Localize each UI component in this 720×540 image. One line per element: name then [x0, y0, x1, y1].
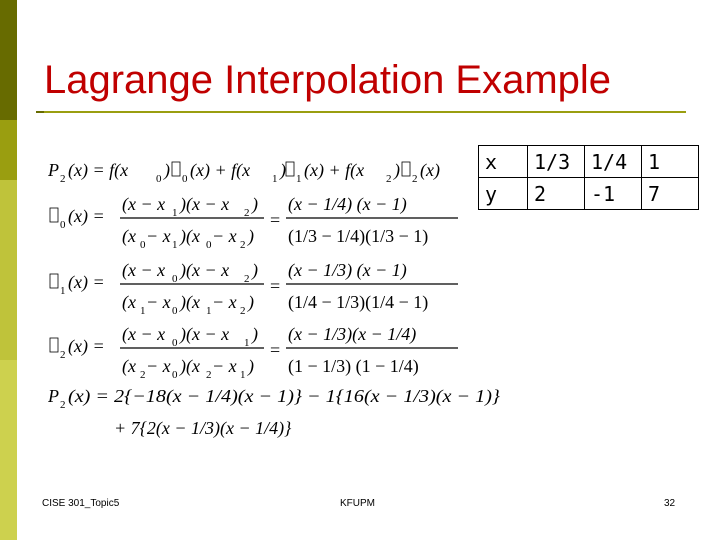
eq-denominator: )(x — [180, 356, 200, 376]
eq-numerator: ) — [252, 324, 258, 344]
sidebar-segment — [0, 180, 17, 360]
eq-denominator: ) — [248, 356, 254, 376]
eq-subscript: 2 — [140, 369, 146, 381]
eq-numerator: (x − 1/3)(x − 1/4) — [288, 324, 417, 344]
eq-subscript: 2 — [244, 207, 250, 219]
eq-subscript: 2 — [240, 305, 246, 317]
eq-numerator: (x − x — [122, 260, 166, 280]
sidebar-segment — [0, 120, 17, 180]
eq-subscript: 2 — [60, 399, 66, 411]
eq-denominator: − x — [212, 356, 237, 376]
table-cell: -1 — [585, 178, 642, 210]
eq-denominator: )(x — [180, 292, 200, 312]
interpolation-data-table — [478, 145, 699, 210]
page-number: 32 — [664, 498, 676, 509]
eq-subscript: 1 — [244, 337, 250, 349]
equation-line-interpolant — [48, 160, 440, 185]
eq-numerator: (x − 1/4) (x − 1) — [288, 194, 407, 214]
eq-numerator: )(x − x — [180, 194, 230, 214]
equation-line-basis-0 — [50, 194, 458, 251]
eq-subscript: 1 — [240, 369, 246, 381]
eq-denominator: − x — [146, 356, 171, 376]
eq-equals: = — [270, 340, 281, 360]
table-cell: 1 — [642, 146, 699, 178]
eq-subscript: 0 — [206, 239, 212, 251]
eq-denominator: (x — [122, 226, 136, 246]
title-divider — [36, 111, 686, 113]
eq-subscript: 0 — [172, 273, 178, 285]
equation-block — [48, 152, 508, 452]
eq-text: ) — [280, 160, 286, 180]
eq-text: ) — [164, 160, 170, 180]
missing-glyph-box — [402, 162, 410, 176]
sidebar-segment — [0, 0, 17, 120]
eq-text: P — [48, 386, 59, 406]
eq-numerator: (x − x — [122, 194, 166, 214]
eq-text: (x) = — [68, 206, 105, 226]
eq-denominator: − x — [146, 292, 171, 312]
title-divider-accent — [36, 111, 44, 113]
equation-line-basis-1 — [50, 260, 458, 317]
eq-denominator: ) — [248, 292, 254, 312]
missing-glyph-box — [50, 208, 58, 222]
eq-subscript: 2 — [386, 173, 392, 185]
eq-denominator: − x — [146, 226, 171, 246]
eq-subscript: 1 — [140, 305, 146, 317]
eq-numerator: (x − 1/3) (x − 1) — [288, 260, 407, 280]
missing-glyph-box — [172, 162, 180, 176]
eq-denominator: (x — [122, 356, 136, 376]
eq-subscript: 2 — [240, 239, 246, 251]
eq-subscript: 0 — [60, 219, 66, 231]
eq-text: (x) = — [68, 336, 105, 356]
eq-subscript: 1 — [206, 305, 212, 317]
eq-text: (x) — [420, 160, 440, 180]
eq-numerator: ) — [252, 194, 258, 214]
table-cell: 2 — [528, 178, 585, 210]
eq-denominator: ) — [248, 226, 254, 246]
slide-title: Lagrange Interpolation Example — [44, 58, 612, 102]
eq-subscript: 2 — [244, 273, 250, 285]
table-cell-label: x — [479, 146, 528, 178]
missing-glyph-box — [286, 162, 294, 176]
eq-subscript: 1 — [272, 173, 278, 185]
table-cell-label: y — [479, 178, 528, 210]
eq-equals: = — [270, 276, 281, 296]
eq-denominator: )(x — [180, 226, 200, 246]
eq-text: ) — [394, 160, 400, 180]
eq-numerator: ) — [252, 260, 258, 280]
footer-institution: KFUPM — [340, 498, 375, 509]
eq-equals: = — [270, 210, 281, 230]
eq-denominator: − x — [212, 226, 237, 246]
eq-denominator: (1 − 1/3) (1 − 1/4) — [288, 356, 419, 376]
eq-text: (x) + f(x — [304, 160, 365, 180]
eq-subscript: 0 — [172, 305, 178, 317]
eq-subscript: 2 — [412, 173, 418, 185]
missing-glyph-box — [50, 338, 58, 352]
table-row-y — [479, 178, 699, 210]
eq-subscript: 0 — [156, 173, 162, 185]
eq-text: (x) = f(x — [68, 160, 129, 180]
eq-subscript: 1 — [296, 173, 302, 185]
equation-line-basis-2 — [50, 324, 458, 381]
eq-result-a: (x) = 2{−18(x − 1/4)(x − 1)} − 1{16(x − 1/3)(x − 1)} — [68, 386, 454, 406]
eq-numerator: )(x − x — [180, 260, 230, 280]
eq-text: (x) + f(x — [190, 160, 251, 180]
eq-text: (x) = — [68, 272, 105, 292]
eq-numerator: )(x − x — [180, 324, 230, 344]
eq-subscript: 0 — [140, 239, 146, 251]
eq-denominator: (1/3 − 1/4)(1/3 − 1) — [288, 226, 429, 246]
eq-denominator: (1/4 − 1/3)(1/4 − 1) — [288, 292, 429, 312]
eq-text: P — [48, 160, 59, 180]
eq-subscript: 1 — [60, 285, 66, 297]
eq-subscript: 1 — [172, 239, 178, 251]
eq-subscript: 0 — [182, 173, 188, 185]
equation-line-result — [48, 386, 501, 439]
table-cell: 7 — [642, 178, 699, 210]
eq-subscript: 2 — [60, 349, 66, 361]
sidebar-segment — [0, 360, 17, 540]
missing-glyph-box — [50, 274, 58, 288]
eq-denominator: − x — [212, 292, 237, 312]
eq-result-b: + 7{2(x − 1/3)(x − 1/4)} — [114, 418, 292, 438]
eq-denominator: (x — [122, 292, 136, 312]
sidebar-decoration — [0, 0, 17, 540]
eq-subscript: 2 — [206, 369, 212, 381]
footer-course: CISE 301_Topic5 — [42, 498, 120, 509]
table-cell: 1/4 — [585, 146, 642, 178]
equations-svg — [48, 152, 508, 452]
table-cell: 1/3 — [528, 146, 585, 178]
eq-subscript: 0 — [172, 337, 178, 349]
eq-subscript: 1 — [172, 207, 178, 219]
table-row-x — [479, 146, 699, 178]
eq-numerator: (x − x — [122, 324, 166, 344]
eq-subscript: 2 — [60, 173, 66, 185]
eq-subscript: 0 — [172, 369, 178, 381]
